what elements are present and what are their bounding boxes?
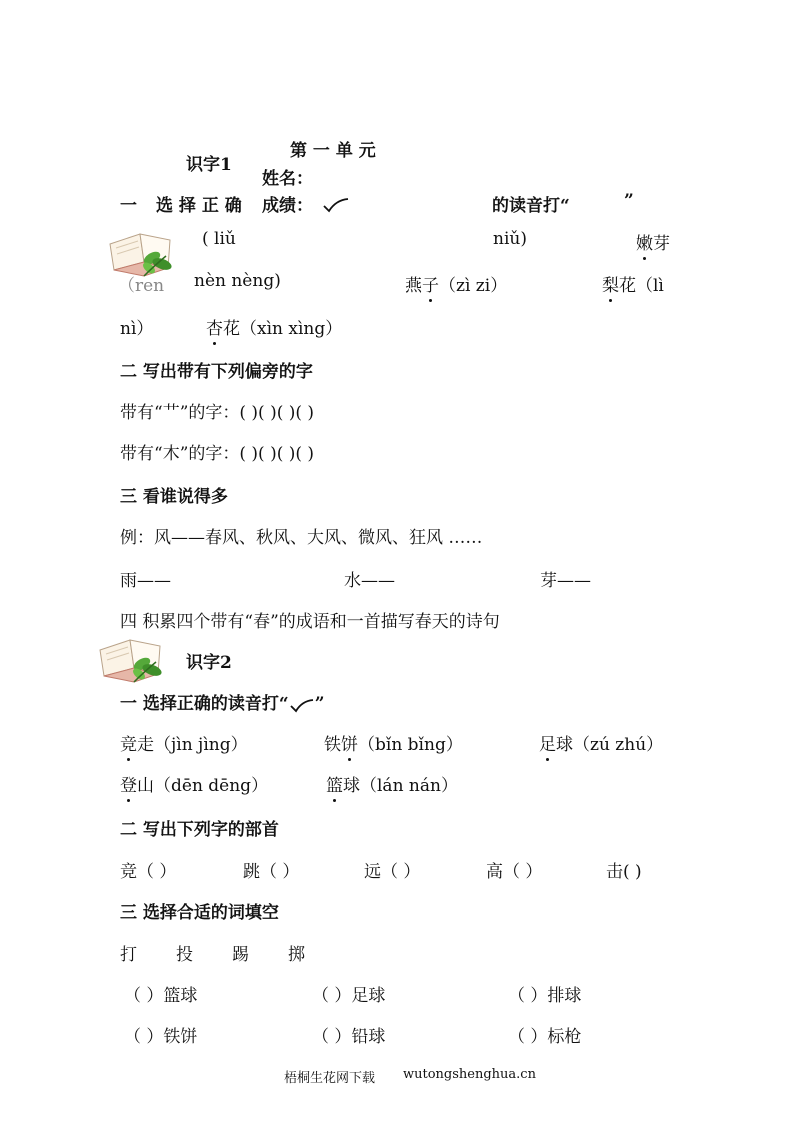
- word-yanzi: 燕子（zì zi）: [405, 271, 507, 296]
- fill-item: （ ）铅球: [312, 1027, 386, 1047]
- footer-url[interactable]: wutongshenghua.cn: [403, 1067, 536, 1082]
- l2-word-jingzou: 竞走（jìn jìng）: [120, 730, 248, 755]
- sec3-title: 三 看谁说得多: [120, 487, 228, 507]
- radical-item: 高（ ）: [486, 862, 543, 882]
- word-choice: 打: [120, 945, 137, 965]
- footer-left: 梧桐生花网下载: [284, 1071, 376, 1086]
- l2-word-lanqiu: 篮球（lán nán）: [326, 771, 458, 796]
- sec1-text-c: ”: [624, 191, 634, 211]
- book-leaf-icon: [94, 632, 174, 688]
- word-nenya: 嫩芽: [636, 229, 670, 254]
- radical-line-mu: 带有“木”的字：( )( )( )( ): [120, 444, 315, 464]
- word-choice: 掷: [288, 945, 305, 965]
- fill-item: （ ）排球: [508, 986, 582, 1006]
- sec1-text-a: 选 择 正 确: [156, 196, 242, 216]
- word-choice: 踢: [232, 945, 249, 965]
- fill-item: （ ）篮球: [124, 986, 198, 1006]
- word-lihua: 梨花（lì: [602, 271, 664, 296]
- l2-word-tiebing: 铁饼（bǐn bǐng）: [324, 730, 463, 755]
- pinyin-nen: nèn nèng): [194, 271, 281, 291]
- radical-line-cao: 带有“艹”的字：( )( )( )( ): [120, 403, 315, 423]
- check-mark-icon: [289, 697, 315, 713]
- prompt-shui: 水——: [344, 571, 395, 591]
- unit-title: 第 一 单 元: [290, 141, 376, 161]
- fill-item: （ ）标枪: [508, 1027, 582, 1047]
- l2-sec2-title: 二 写出下列字的部首: [120, 820, 279, 840]
- example-line: 例：风——春风、秋风、大风、微风、狂风 ……: [120, 528, 483, 548]
- radical-item: 击( ): [606, 862, 642, 882]
- sec2-title: 二 写出带有下列偏旁的字: [120, 362, 313, 382]
- l2-word-dengshan: 登山（dēn dēng）: [120, 771, 268, 796]
- name-label: 姓名：: [262, 169, 313, 189]
- prompt-ya: 芽——: [540, 571, 591, 591]
- l2-word-zuqiu: 足球（zú zhú）: [539, 730, 663, 755]
- fill-item: （ ）铁饼: [124, 1027, 198, 1047]
- pinyin-fragment-1: ( liǔ: [202, 229, 236, 249]
- word-xinghua: 杏花（xìn xìng）: [206, 314, 342, 339]
- pinyin-li-cont: nì）: [120, 319, 154, 339]
- lesson1-title: 识字1: [186, 155, 232, 175]
- radical-item: 远（ ）: [364, 862, 421, 882]
- prompt-yu: 雨——: [120, 571, 171, 591]
- radical-item: 竞（ ）: [120, 862, 177, 882]
- pinyin-fragment-3: （ren: [118, 276, 165, 296]
- l2-sec1-title: 一 选择正确的读音打“ ”: [120, 694, 325, 714]
- radical-item: 跳（ ）: [243, 862, 300, 882]
- pinyin-fragment-2: niǔ): [493, 229, 527, 249]
- check-mark-icon: [322, 196, 350, 214]
- fill-item: （ ）足球: [312, 986, 386, 1006]
- sec4-title: 四 积累四个带有“春”的成语和一首描写春天的诗句: [120, 612, 500, 632]
- lesson2-title: 识字2: [186, 653, 232, 673]
- word-choice: 投: [176, 945, 193, 965]
- l2-sec3-title: 三 选择合适的词填空: [120, 903, 279, 923]
- sec1-number: 一: [120, 196, 137, 216]
- sec1-text-b: 的读音打“: [492, 196, 570, 216]
- score-label: 成绩：: [262, 196, 313, 216]
